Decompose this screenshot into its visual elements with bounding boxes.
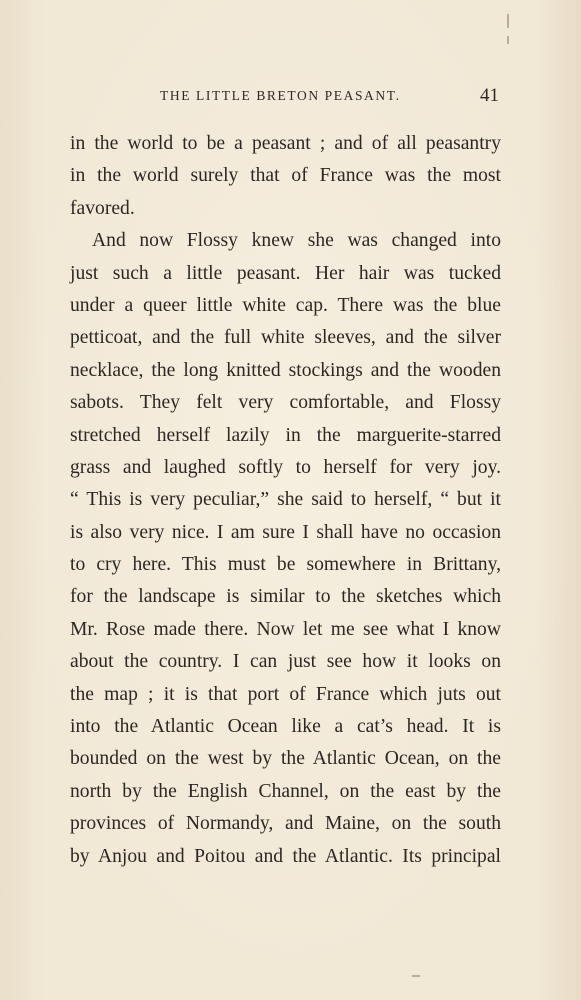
text-line: provinces of Normandy, and Maine, on the south bbox=[70, 813, 501, 835]
text-line: Mr. Rose made there. Now let me see what I know bbox=[70, 618, 501, 640]
text-line: And now Flossy knew she was changed into bbox=[92, 230, 501, 252]
page-edge-mark bbox=[507, 14, 509, 28]
text-line: favored. bbox=[70, 197, 135, 219]
page-number: 41 bbox=[480, 85, 499, 106]
text-line: sabots. They felt very comfortable, and Flossy bbox=[70, 392, 501, 414]
text-line: into the Atlantic Ocean like a cat’s head. It is bbox=[70, 716, 501, 738]
text-line: north by the English Channel, on the east by the bbox=[70, 780, 501, 802]
text-line: “ This is very peculiar,” she said to herself, “ but it bbox=[70, 489, 501, 511]
page-edge-mark bbox=[507, 36, 509, 44]
text-line: for the landscape is similar to the sketches which bbox=[70, 586, 501, 608]
text-line: just such a little peasant. Her hair was tucked bbox=[70, 262, 501, 284]
text-line: necklace, the long knitted stockings and the wooden bbox=[70, 359, 501, 381]
text-line: grass and laughed softly to herself for very joy. bbox=[70, 456, 501, 478]
text-line: the map ; it is that port of France which juts out bbox=[70, 683, 501, 705]
running-head: THE LITTLE BRETON PEASANT. bbox=[160, 88, 401, 103]
page-edge-mark bbox=[412, 975, 420, 977]
text-line: under a queer little white cap. There was the blue bbox=[70, 294, 501, 316]
text-line: petticoat, and the full white sleeves, and the silver bbox=[70, 327, 501, 349]
body-text bbox=[70, 128, 501, 873]
text-line: bounded on the west by the Atlantic Ocean, on the bbox=[70, 748, 501, 770]
text-line: by Anjou and Poitou and the Atlantic. Its principal bbox=[70, 845, 501, 867]
text-line: in the world surely that of France was the most bbox=[70, 165, 501, 187]
text-line: stretched herself lazily in the marguerite-starred bbox=[70, 424, 501, 446]
text-line: is also very nice. I am sure I shall have no occasion bbox=[70, 521, 501, 543]
text-line: about the country. I can just see how it looks on bbox=[70, 651, 501, 673]
text-line: in the world to be a peasant ; and of all peasantry bbox=[70, 133, 501, 154]
text-line: to cry here. This must be somewhere in Brittany, bbox=[70, 554, 501, 576]
page-header bbox=[0, 85, 581, 112]
